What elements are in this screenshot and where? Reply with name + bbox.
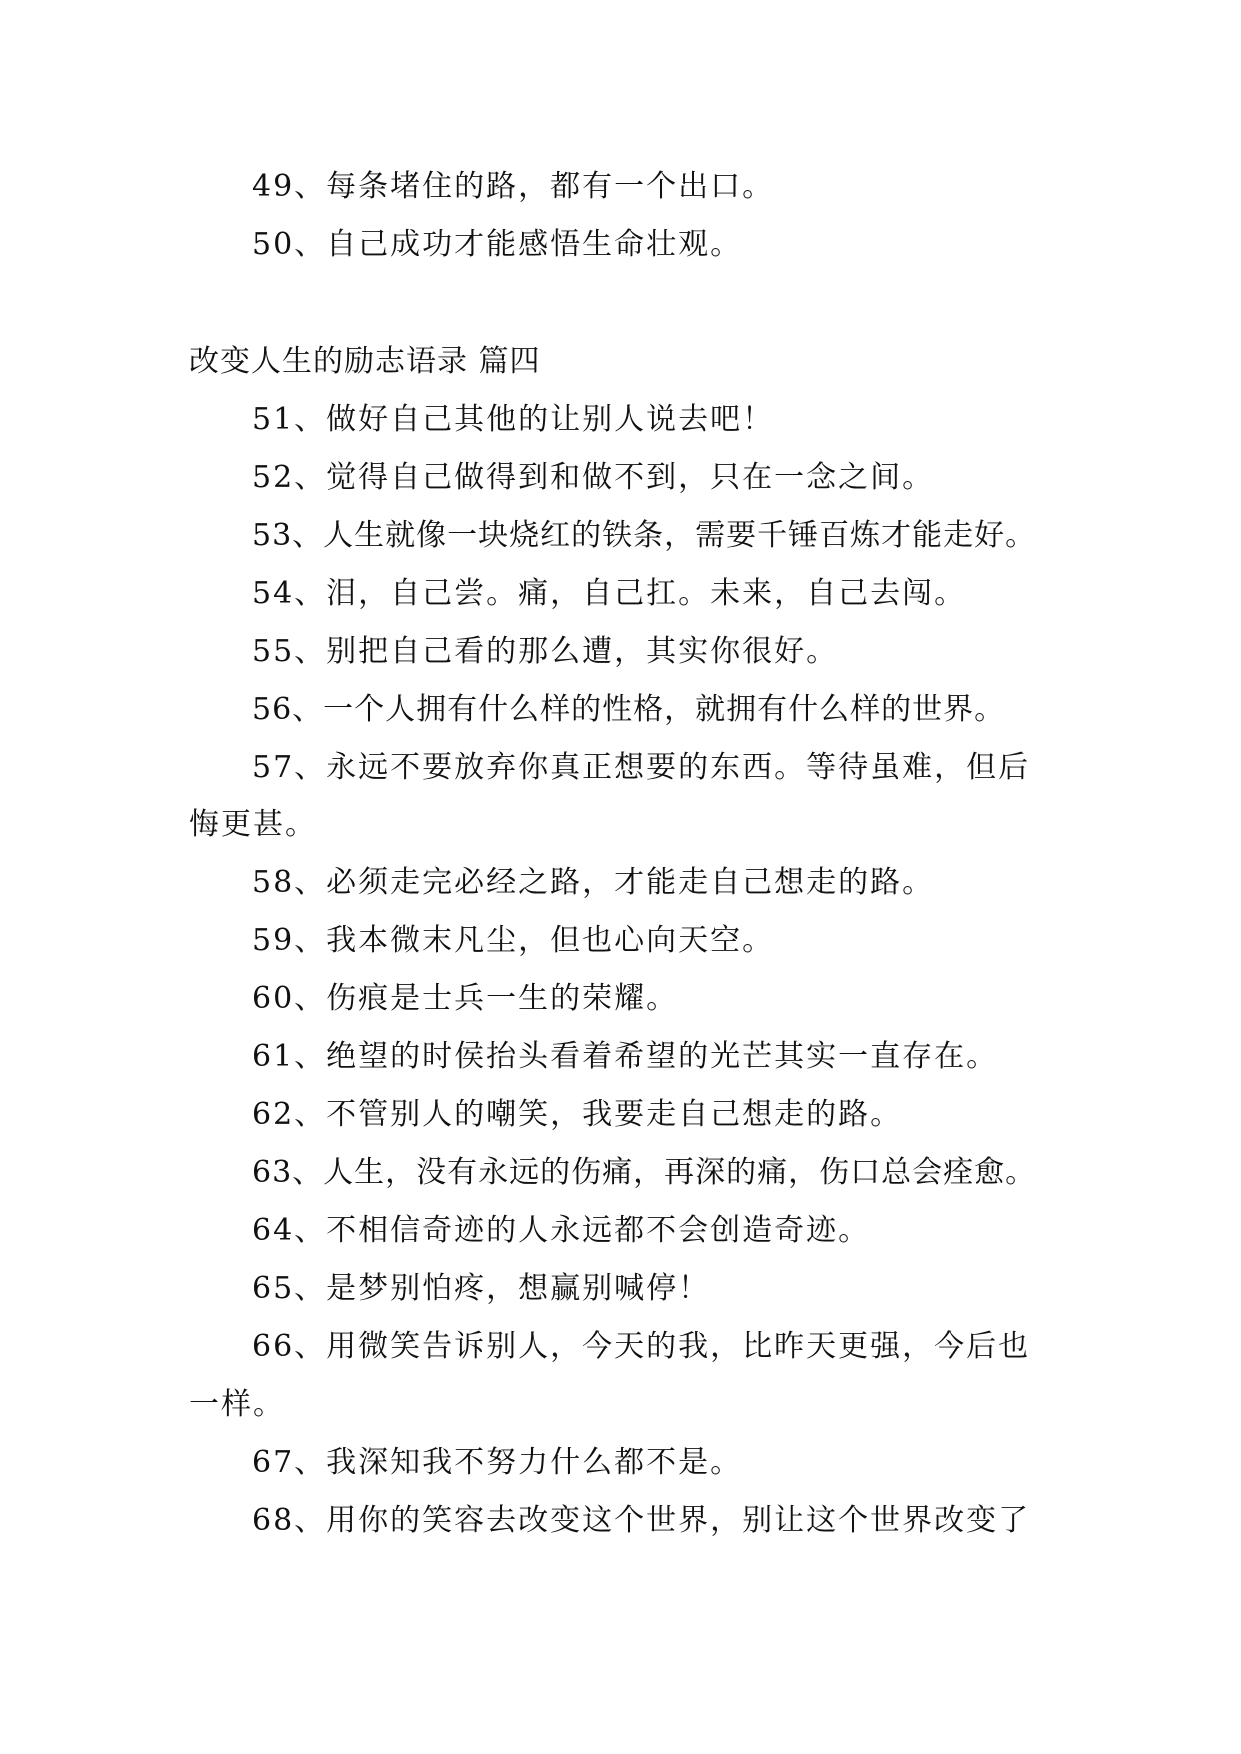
quote-66-continued: 一样。	[189, 1387, 285, 1422]
quote-67: 67、我深知我不努力什么都不是。	[252, 1445, 743, 1480]
quote-49: 49、每条堵住的路，都有一个出口。	[252, 169, 775, 204]
quote-53: 53、人生就像一块烧红的铁条，需要千锤百炼才能走好。	[252, 518, 1037, 553]
quote-57: 57、永远不要放弃你真正想要的东西。等待虽难，但后	[252, 750, 1031, 785]
quote-59: 59、我本微末凡尘，但也心向天空。	[252, 923, 775, 958]
quote-51: 51、做好自己其他的让别人说去吧！	[252, 402, 775, 437]
quote-63: 63、人生，没有永远的伤痛，再深的痛，伤口总会痊愈。	[252, 1155, 1037, 1190]
quote-60: 60、伤痕是士兵一生的荣耀。	[252, 981, 679, 1016]
quote-54: 54、泪，自己尝。痛，自己扛。未来，自己去闯。	[252, 576, 967, 611]
quote-66: 66、用微笑告诉别人，今天的我，比昨天更强，今后也	[252, 1329, 1031, 1364]
quote-55: 55、别把自己看的那么遭，其实你很好。	[252, 634, 839, 669]
quote-52: 52、觉得自己做得到和做不到，只在一念之间。	[252, 460, 935, 495]
section-title: 改变人生的励志语录 篇四	[189, 344, 541, 379]
quote-65: 65、是梦别怕疼，想赢别喊停！	[252, 1271, 711, 1306]
quote-57-continued: 悔更甚。	[189, 807, 317, 842]
quote-56: 56、一个人拥有什么样的性格，就拥有什么样的世界。	[252, 692, 1006, 727]
quote-62: 62、不管别人的嘲笑，我要走自己想走的路。	[252, 1097, 903, 1132]
quote-64: 64、不相信奇迹的人永远都不会创造奇迹。	[252, 1213, 871, 1248]
quote-50: 50、自己成功才能感悟生命壮观。	[252, 227, 743, 262]
quote-58: 58、必须走完必经之路，才能走自己想走的路。	[252, 865, 935, 900]
quote-68: 68、用你的笑容去改变这个世界，别让这个世界改变了	[252, 1503, 1031, 1538]
quote-61: 61、绝望的时侯抬头看着希望的光芒其实一直存在。	[252, 1039, 999, 1074]
